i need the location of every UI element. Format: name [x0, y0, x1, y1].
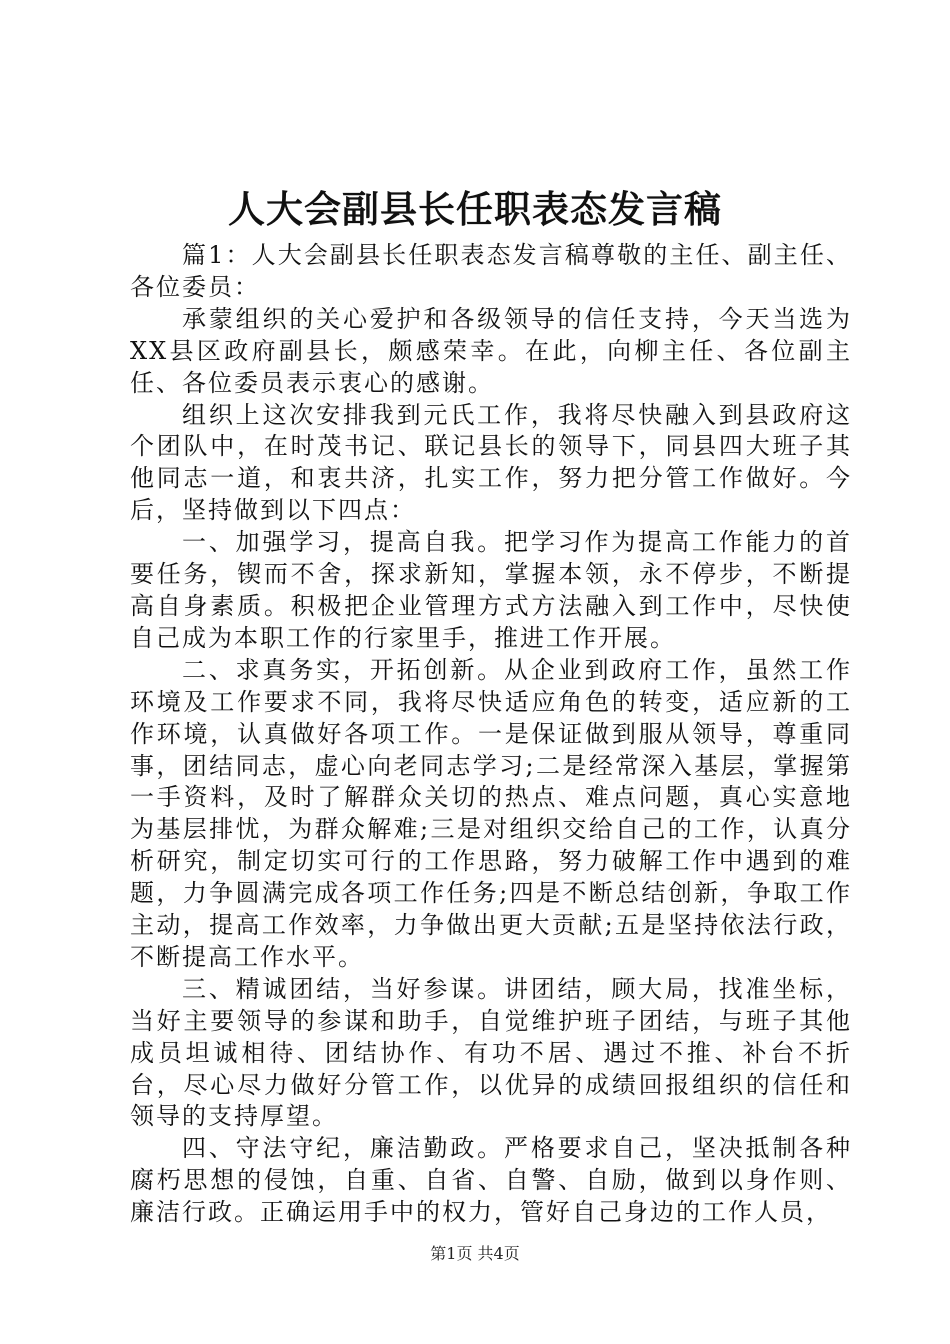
paragraph-point-4: 四、守法守纪，廉洁勤政。严格要求自己，坚决抵制各种腐朽思想的侵蚀，自重、自省、自警、自励，做到以身作则、廉洁行政。正确运用手中的权力，管好自己身边的工作人员，: [130, 1134, 852, 1227]
document-body: [130, 240, 852, 1229]
paragraph-intro: 组织上这次安排我到元氏工作，我将尽快融入到县政府这个团队中，在时茂书记、联记县长的领导下，同县四大班子其他同志一道，和衷共济，扎实工作，努力把分管工作做好。今后，坚持做到以下四点：: [130, 400, 852, 525]
paragraph-point-3: 三、精诚团结，当好参谋。讲团结，顾大局，找准坐标，当好主要领导的参谋和助手，自觉维护班子团结，与班子其他成员坦诚相待、团结协作、有功不居、遇过不推、补台不折台，尽心尽力做好分管工作，以优异的成绩回报组织的信任和领导的支持厚望。: [130, 974, 852, 1131]
page-footer: 第1页 共4页: [430, 1244, 520, 1263]
document-title: 人大会副县长任职表态发言稿: [228, 187, 722, 231]
paragraph-point-1: 一、加强学习，提高自我。把学习作为提高工作能力的首要任务，锲而不舍，探求新知，掌握本领，永不停步，不断提高自身素质。积极把企业管理方式方法融入到工作中，尽快使自己成为本职工作的行家里手，推进工作开展。: [130, 528, 852, 652]
paragraph-point-2: 二、求真务实，开拓创新。从企业到政府工作，虽然工作环境及工作要求不同，我将尽快适应角色的转变，适应新的工作环境，认真做好各项工作。一是保证做到服从领导，尊重同事，团结同志，虚心向老同志学习;二是经常深入基层，掌握第一手资料，及时了解群众关切的热点、难点问题，真心实意地为基层排忧，为群众解难;三是对组织交给自己的工作，认真分析研究，制定切实可行的工作思路，努力破解工作中遇到的难题，力争圆满完成各项工作任务;四是不断总结创新，争取工作主动，提高工作效率，力争做出更大贡献;五是坚持依法行政，不断提高工作水平。: [130, 655, 852, 971]
paragraph-thanks: 承蒙组织的关心爱护和各级领导的信任支持，今天当选为XX县区政府副县长，颇感荣幸。在此，向柳主任、各位副主任、各位委员表示衷心的感谢。: [130, 304, 852, 397]
paragraph-salutation: 篇1：人大会副县长任职表态发言稿尊敬的主任、副主任、各位委员：: [130, 241, 852, 301]
